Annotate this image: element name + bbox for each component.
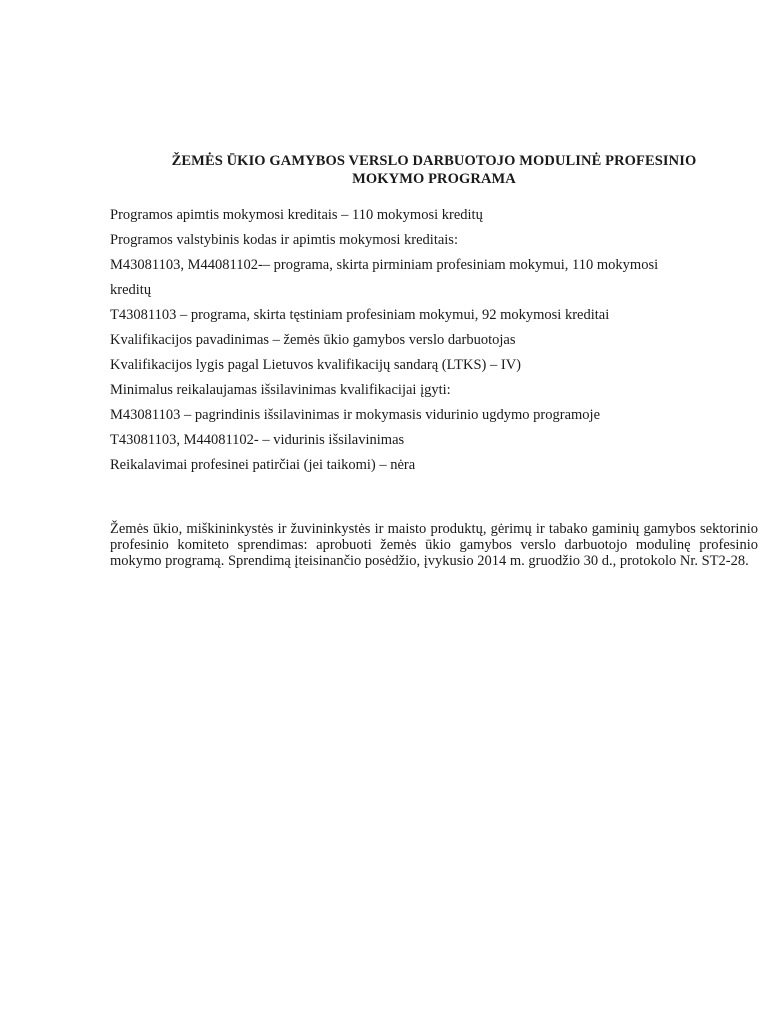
info-line-education-heading: Minimalus reikalaujamas išsilavinimas kvalifikacijai įgyti: bbox=[110, 382, 451, 398]
info-line-credits: Programos apimtis mokymosi kreditais – 110 mokymosi kreditų bbox=[110, 207, 483, 223]
program-info-list bbox=[110, 203, 760, 478]
approval-paragraph: Žemės ūkio, miškininkystės ir žuvininkystės ir maisto produktų, gėrimų ir tabako gaminių gamybos sektorinio profesinio komiteto sprendimas: aprobuoti žemės ūkio gamybos verslo darbuotojo modulinę profesinio mokymo programą. Sprendimą įteisinančio posėdžio, įvykusio 2014 m. gruodžio 30 d., protokolo Nr. ST2-28. bbox=[110, 521, 758, 569]
info-line-qualification-name: Kvalifikacijos pavadinimas – žemės ūkio gamybos verslo darbuotojas bbox=[110, 332, 516, 348]
info-line-initial-program-cont: kreditų bbox=[110, 282, 152, 298]
info-line-initial-program: M43081103, M44081102-– programa, skirta pirminiam profesiniam mokymui, 110 mokymosi bbox=[110, 257, 659, 273]
info-line-continuing-program: T43081103 – programa, skirta tęstiniam profesiniam mokymui, 92 mokymosi kreditai bbox=[110, 307, 610, 323]
info-line-experience: Reikalavimai profesinei patirčiai (jei taikomi) – nėra bbox=[110, 457, 416, 473]
program-title bbox=[110, 152, 758, 188]
info-line-education-t: T43081103, M44081102- – vidurinis išsilavinimas bbox=[110, 432, 405, 448]
info-line-qualification-level: Kvalifikacijos lygis pagal Lietuvos kvalifikacijų sandarą (LTKS) – IV) bbox=[110, 357, 521, 373]
program-title-line-1: ŽEMĖS ŪKIO GAMYBOS VERSLO DARBUOTOJO MODULINĖ PROFESINIO bbox=[171, 153, 697, 169]
info-line-code-heading: Programos valstybinis kodas ir apimtis mokymosi kreditais: bbox=[110, 232, 458, 248]
info-line-education-m: M43081103 – pagrindinis išsilavinimas ir mokymasis vidurinio ugdymo programoje bbox=[110, 407, 601, 423]
program-title-line-2: MOKYMO PROGRAMA bbox=[352, 171, 516, 187]
